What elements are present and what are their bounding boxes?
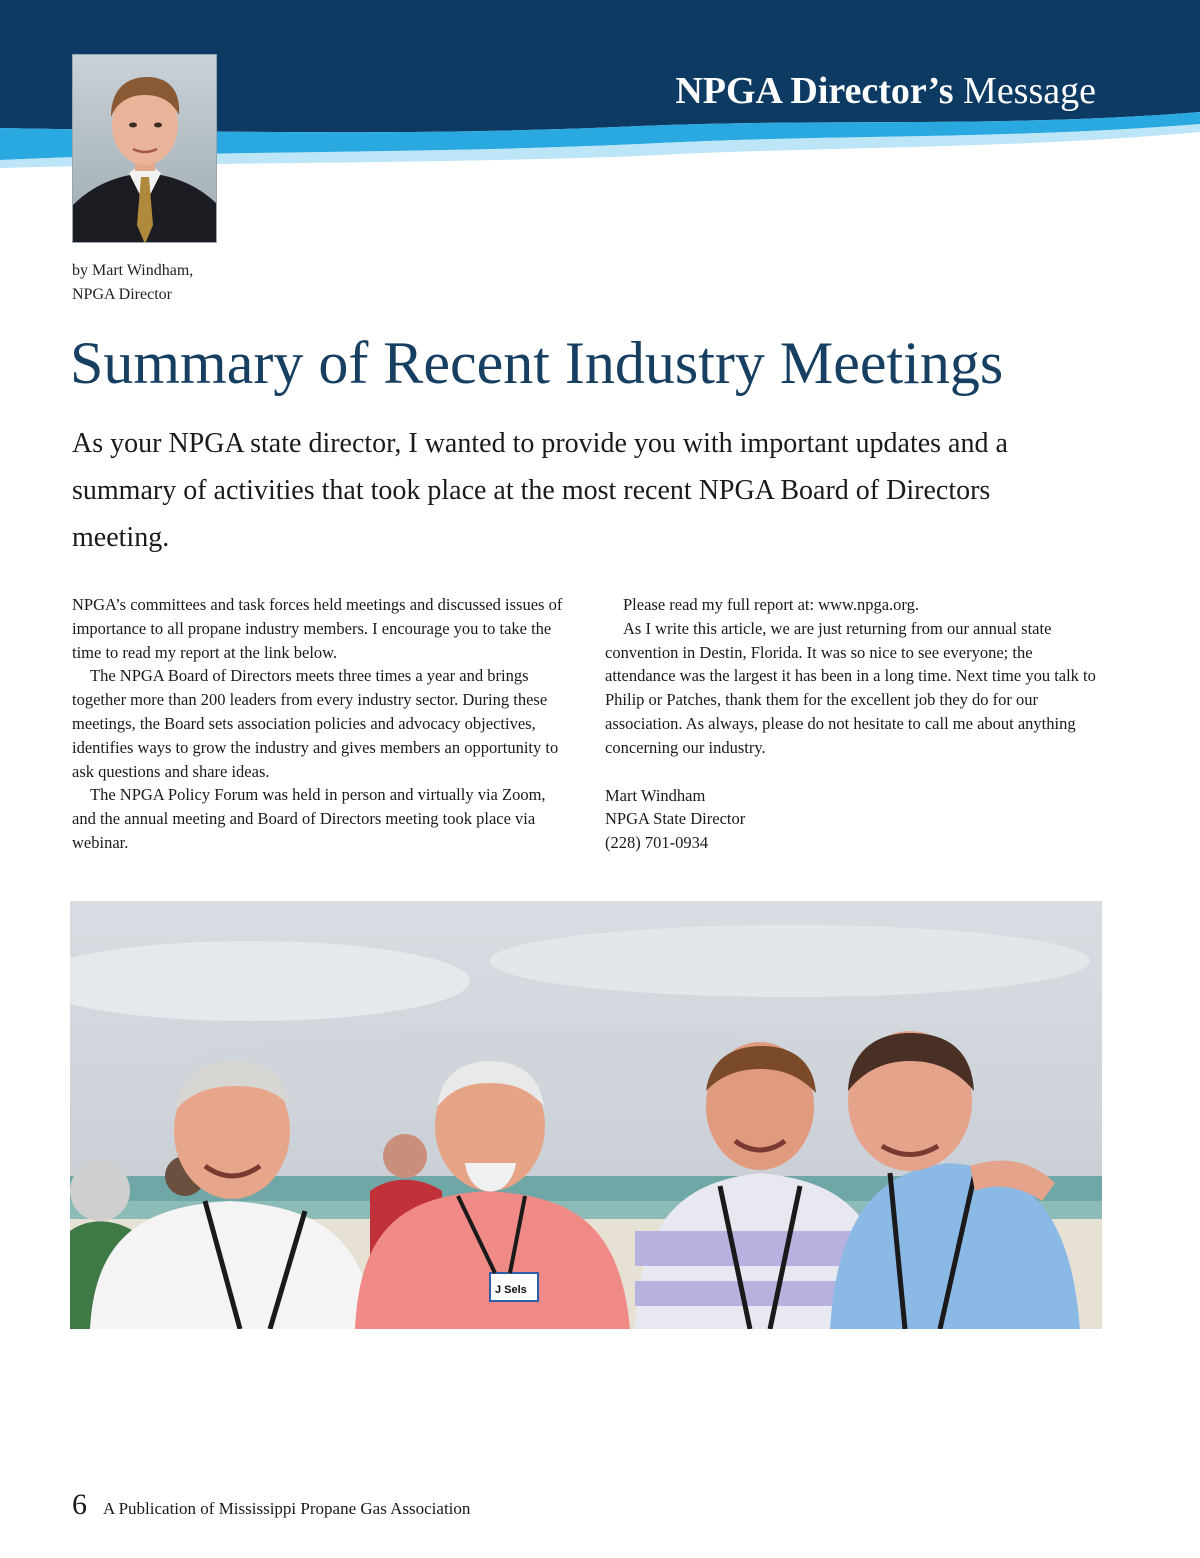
publication-name: A Publication of Mississippi Propane Gas Association: [103, 1499, 471, 1518]
author-portrait-icon: [72, 54, 217, 243]
beach-group-photo-icon: [70, 901, 1102, 1329]
section-title: [675, 72, 1096, 110]
section-title-light: Message: [963, 70, 1096, 112]
name-badge-text: J Sels: [495, 1284, 527, 1296]
section-title-bold: NPGA Director’s: [675, 70, 954, 112]
page-footer: [72, 1488, 470, 1522]
paragraph: The NPGA Board of Directors meets three times a year and brings together more than 200 leaders from every industry sector. During these meetings, the Board sets association policies and advocacy objectives, identifies ways to grow the industry and gives members an opportunity to ask questions and share ideas.: [72, 666, 559, 781]
paragraph: Please read my full report at: www.npga.org.: [623, 595, 920, 614]
byline-author: by Mart Windham,: [72, 262, 194, 279]
paragraph: The NPGA Policy Forum was held in person and virtually via Zoom, and the annual meeting and Board of Directors meeting took place via webinar.: [72, 785, 546, 852]
article-headline: Summary of Recent Industry Meetings: [70, 330, 1004, 396]
signature-phone: (228) 701-0934: [605, 833, 709, 853]
article-lead: As your NPGA state director, I wanted to provide you with important updates and a summary of activities that took place at the most recent NPGA Board of Directors meeting.: [72, 428, 1008, 553]
paragraph: NPGA’s committees and task forces held meetings and discussed issues of importance to all propane industry members. I encourage you to take the time to read my report at the link below.: [72, 595, 563, 662]
signature-title: NPGA State Director: [605, 809, 746, 829]
byline-role: NPGA Director: [72, 286, 172, 303]
article-column-right: [605, 593, 1105, 855]
signature-name: Mart Windham: [605, 785, 706, 805]
paragraph: As I write this article, we are just returning from our annual state convention in Destin, Florida. It was so nice to see everyone; the attendance was the largest it has been in a long time. Next time you talk to Philip or Patches, thank them for the excellent job they do for our association. As always, please do not hesitate to call me about anything concerning our industry.: [605, 618, 1096, 757]
article-column-left: [72, 593, 572, 855]
page-number: 6: [72, 1488, 87, 1521]
byline: [72, 259, 332, 307]
signature-block: [605, 784, 1105, 855]
